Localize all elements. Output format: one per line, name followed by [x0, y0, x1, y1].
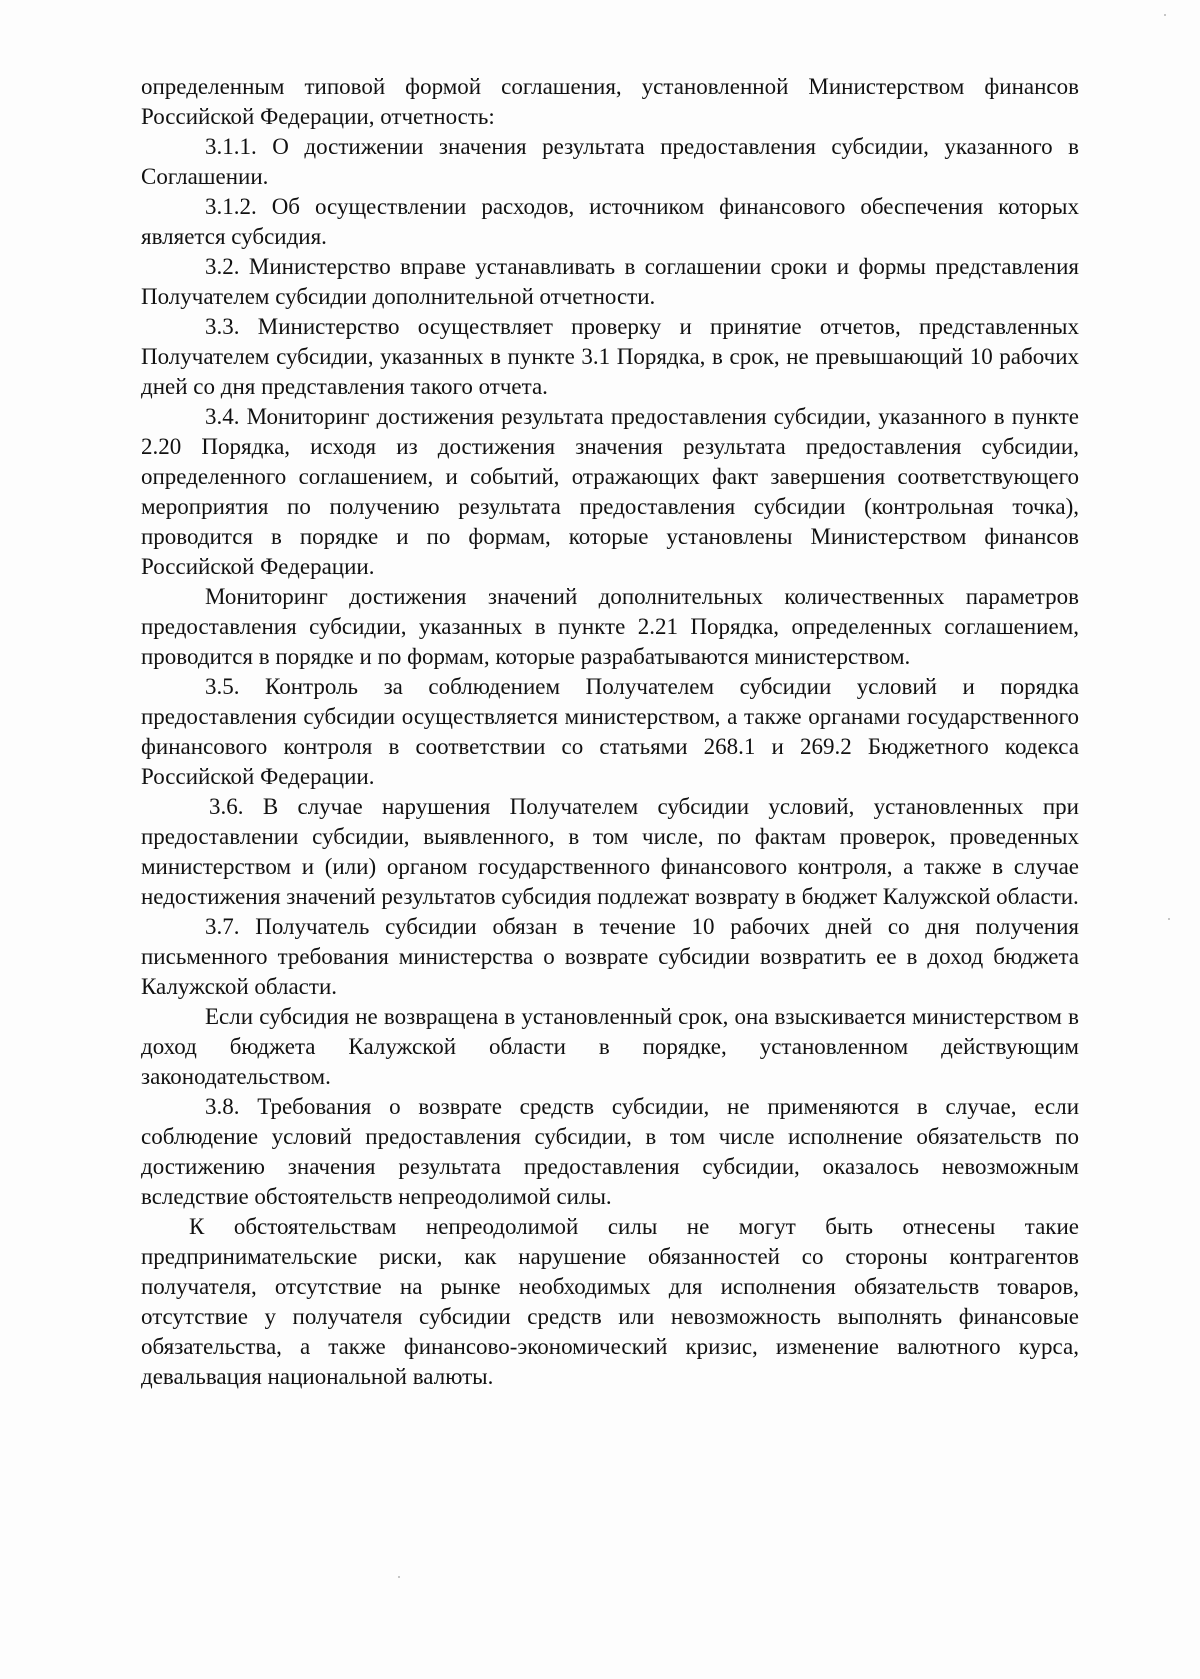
paragraph-monitoring-parameters: Мониторинг достижения значений дополнительных количественных параметров предоставления субсидии, указанных в пункте 2.21 Порядка, определенных соглашением, проводится в порядке и по формам, которые разрабатываются министерством.	[141, 584, 1079, 669]
paragraph-refund-collection: Если субсидия не возвращена в установленный срок, она взыскивается министерством в доход бюджета Калужской области в порядке, установленном действующим законодательством.	[141, 1004, 1079, 1089]
scan-speck	[1164, 14, 1166, 16]
paragraph-3-7: 3.7. Получатель субсидии обязан в течение 10 рабочих дней со дня получения письменного требования министерства о возврате субсидии возвратить ее в доход бюджета Калужской области.	[141, 914, 1079, 999]
scan-speck	[1168, 918, 1170, 920]
paragraph-3-1-1: 3.1.1. О достижении значения результата предоставления субсидии, указанного в Соглашении.	[141, 134, 1079, 189]
paragraph-3-4: 3.4. Мониторинг достижения результата предоставления субсидии, указанного в пункте 2.20 Порядка, исходя из достижения значения результата предоставления субсидии, определенного соглашением, и событий, отражающих факт завершения соответствующего мероприятия по получению результата предоставления субсидии (контрольная точка), проводится в порядке и по формам, которые установлены Министерством финансов Российской Федерации.	[141, 404, 1079, 579]
paragraph-3-5: 3.5. Контроль за соблюдением Получателем субсидии условий и порядка предоставления субсидии осуществляется министерством, а также органами государственного финансового контроля в соответствии со статьями 268.1 и 269.2 Бюджетного кодекса Российской Федерации.	[141, 674, 1079, 789]
document-body	[141, 72, 1079, 1392]
paragraph-continuation: определенным типовой формой соглашения, установленной Министерством финансов Российской Федерации, отчетность:	[141, 74, 1079, 129]
paragraph-3-1-2: 3.1.2. Об осуществлении расходов, источником финансового обеспечения которых является субсидия.	[141, 194, 1079, 249]
paragraph-3-6: 3.6. В случае нарушения Получателем субсидии условий, установленных при предоставлении субсидии, выявленного, в том числе, по фактам проверок, проведенных министерством и (или) органом государственного финансового контроля, а также в случае недостижения значений результатов субсидия подлежат возврату в бюджет Калужской области.	[141, 794, 1079, 909]
paragraph-force-majeure: К обстоятельствам непреодолимой силы не могут быть отнесены такие предпринимательские риски, как нарушение обязанностей со стороны контрагентов получателя, отсутствие на рынке необходимых для исполнения обязательств товаров, отсутствие у получателя субсидии средств или невозможность выполнять финансовые обязательства, а также финансово-экономический кризис, изменение валютного курса, девальвация национальной валюты.	[141, 1214, 1079, 1389]
paragraph-3-2: 3.2. Министерство вправе устанавливать в соглашении сроки и формы представления Получателем субсидии дополнительной отчетности.	[141, 254, 1079, 309]
paragraph-3-8: 3.8. Требования о возврате средств субсидии, не применяются в случае, если соблюдение условий предоставления субсидии, в том числе исполнение обязательств по достижению значения результата предоставления субсидии, оказалось невозможным вследствие обстоятельств непреодолимой силы.	[141, 1094, 1079, 1209]
scan-speck	[398, 1576, 400, 1578]
paragraph-3-3: 3.3. Министерство осуществляет проверку и принятие отчетов, представленных Получателем субсидии, указанных в пункте 3.1 Порядка, в срок, не превышающий 10 рабочих дней со дня представления такого отчета.	[141, 314, 1079, 399]
